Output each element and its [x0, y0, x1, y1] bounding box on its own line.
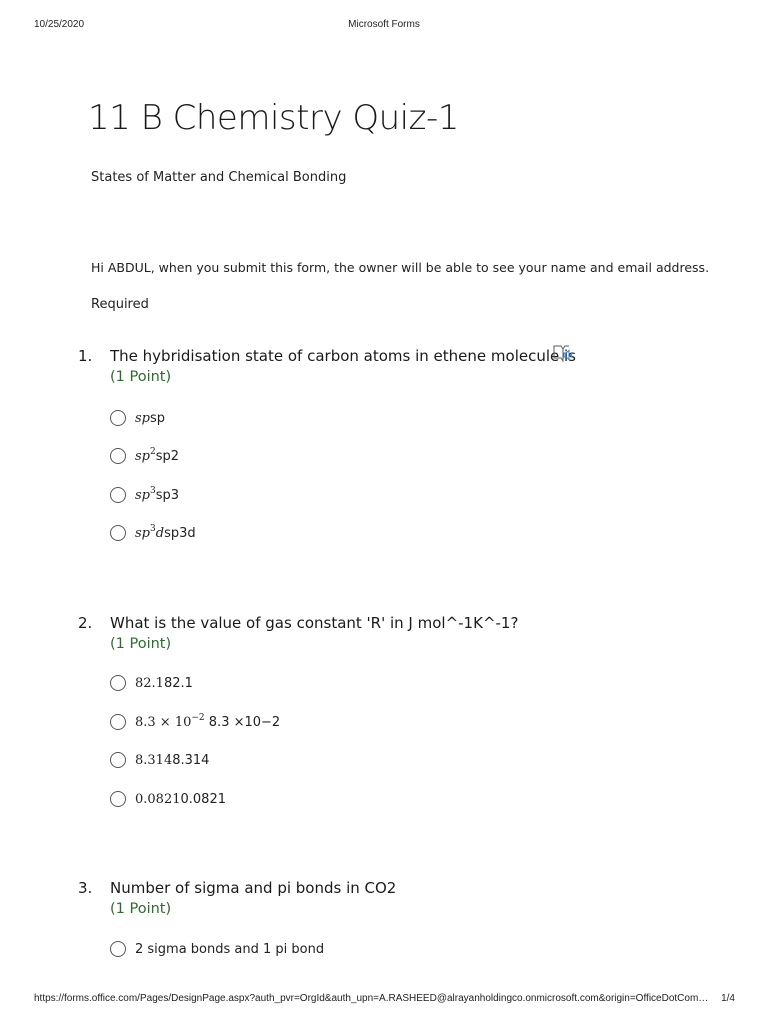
- question-points: (1 Point): [110, 369, 172, 385]
- print-date: 10/25/2020: [34, 19, 85, 30]
- print-header: [0, 19, 768, 33]
- option-label: 2 sigma bonds and 1 pi bond: [135, 941, 325, 957]
- answer-option[interactable]: [110, 939, 324, 959]
- answer-option[interactable]: [110, 523, 196, 543]
- option-label: 0.08210.0821: [135, 791, 226, 807]
- answer-option[interactable]: [110, 673, 193, 693]
- radio-button[interactable]: [110, 410, 126, 426]
- privacy-note: Hi ABDUL, when you submit this form, the owner will be able to see your name and email address.: [91, 260, 710, 275]
- option-label: $8.3 \times 10^{-2}$ 8.3 ×10−2: [135, 712, 281, 730]
- option-label: $sp^3dsp3d$: [135, 523, 196, 541]
- option-label: 8.3148.314: [135, 752, 210, 768]
- page-number: 1/4: [721, 993, 735, 1004]
- question-text: Number of sigma and pi bonds in CO2: [110, 879, 397, 897]
- immersive-reader-speaker-icon[interactable]: [552, 343, 574, 365]
- radio-button[interactable]: [110, 487, 126, 503]
- page-url: https://forms.office.com/Pages/DesignPage.aspx?auth_pvr=OrgId&auth_upn=A.RASHEED@alrayanholdingco.onmicrosoft.com&origin=OfficeDotCom…: [34, 993, 709, 1004]
- print-footer: [0, 993, 768, 1007]
- option-label: spsp: [135, 410, 166, 426]
- print-page-title: Microsoft Forms: [348, 19, 420, 30]
- answer-option[interactable]: [110, 789, 226, 809]
- option-label: $sp^2sp2$: [135, 446, 180, 464]
- answer-option[interactable]: [110, 712, 280, 732]
- radio-button[interactable]: [110, 752, 126, 768]
- radio-button[interactable]: [110, 675, 126, 691]
- question-text: What is the value of gas constant 'R' in J mol^-1K^-1?: [110, 614, 519, 632]
- option-label: $sp^3sp3$: [135, 485, 180, 503]
- question-number: 1.: [78, 347, 93, 365]
- form-title: 11 B Chemistry Quiz-1: [88, 98, 459, 138]
- answer-option[interactable]: [110, 750, 209, 770]
- radio-button[interactable]: [110, 525, 126, 541]
- question-points: (1 Point): [110, 636, 172, 652]
- radio-button[interactable]: [110, 448, 126, 464]
- answer-option[interactable]: [110, 408, 165, 428]
- question-text: The hybridisation state of carbon atoms in ethene molecule is: [110, 347, 576, 365]
- answer-option[interactable]: [110, 485, 179, 505]
- required-note: Required: [91, 297, 149, 312]
- question-points: (1 Point): [110, 901, 172, 917]
- radio-button[interactable]: [110, 791, 126, 807]
- radio-button[interactable]: [110, 941, 126, 957]
- form-subtitle: States of Matter and Chemical Bonding: [91, 170, 347, 185]
- answer-option[interactable]: [110, 446, 179, 466]
- question-number: 3.: [78, 879, 93, 897]
- option-label: 82.182.1: [135, 675, 193, 691]
- question-number: 2.: [78, 614, 93, 632]
- radio-button[interactable]: [110, 714, 126, 730]
